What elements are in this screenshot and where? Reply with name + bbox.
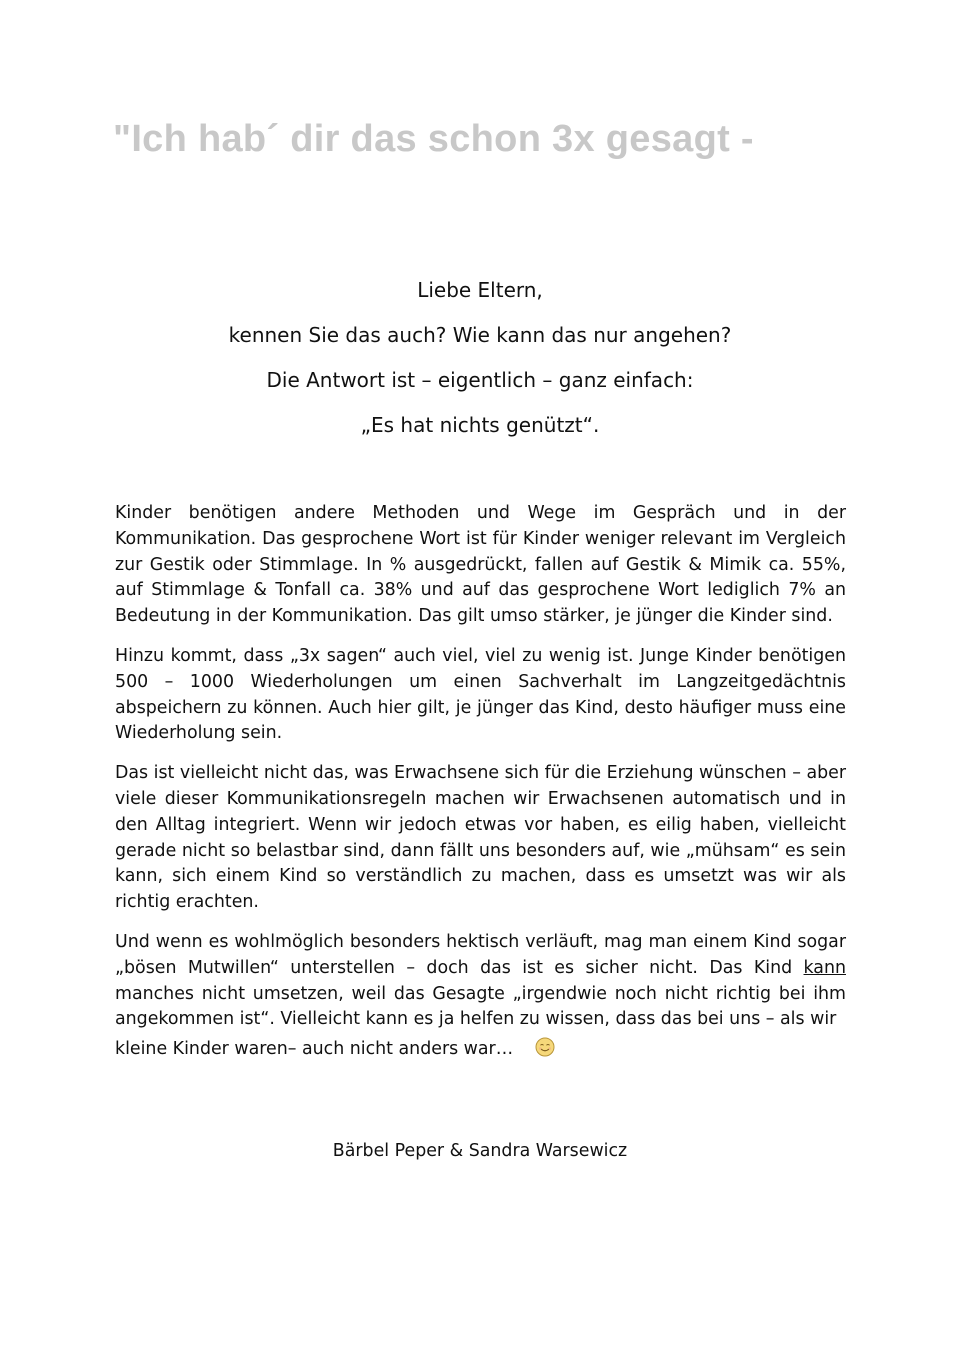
body-text [115, 501, 846, 1077]
smiling-face-icon [535, 1037, 555, 1057]
intro-answer: Die Antwort ist – eigentlich – ganz einfach: [266, 368, 694, 392]
paragraph-4-last-line [115, 1037, 846, 1063]
signature: Bärbel Peper & Sandra Warsewicz [332, 1141, 628, 1161]
paragraph-4 [115, 930, 846, 1033]
paragraph-4-last: kleine Kinder waren– auch nicht anders war… [115, 1039, 514, 1060]
underlined-word: kann [803, 957, 846, 978]
paragraph-2: Hinzu kommt, dass „3x sagen“ auch viel, viel zu wenig ist. Junge Kinder benötigen 500 – 1000 Wiederholungen um einen Sachverhalt im Langzeitgedächtnis abspeichern zu können. Auch hier gilt, je jünger das Kind, desto häufiger muss eine Wiederholung sein. [115, 645, 846, 744]
page-title: "Ich hab´ dir das schon 3x gesagt - [113, 118, 754, 160]
paragraph-4-start: Und wenn es wohlmöglich besonders hektisch verläuft, mag man einem Kind sogar „bösen Mutwillen“ unterstellen – doch das ist es sicher nicht. Das Kind [115, 931, 846, 978]
paragraph-4-end: manches nicht umsetzen, weil das Gesagte „irgendwie noch nicht richtig bei ihm angekommen ist“. Vielleicht kann es ja helfen zu wissen, dass das bei uns – als wir [115, 983, 846, 1030]
intro-question: kennen Sie das auch? Wie kann das nur angehen? [228, 323, 732, 347]
paragraph-1: Kinder benötigen andere Methoden und Wege im Gespräch und in der Kommunikation. Das gesprochene Wort ist für Kinder weniger relevant im Vergleich zur Gestik oder Stimmlage. In % ausgedrückt, fallen auf Gestik & Mimik ca. 55%, auf Stimmlage & Tonfall ca. 38% und auf das gesprochene Wort lediglich 7% an Bedeutung in der Kommunikation. Das gilt umso stärker, je jünger die Kinder sind. [115, 503, 846, 627]
paragraph-3: Das ist vielleicht nicht das, was Erwachsene sich für die Erziehung wünschen – aber viele dieser Kommunikationsregeln machen wir Erwachsenen automatisch und in den Alltag integriert. Wenn wir jedoch etwas vor haben, es eilig haben, vielleicht gerade nicht so belastbar sind, dann fällt uns besonders auf, wie „mühsam“ es sein kann, sich einem Kind so verständlich zu machen, dass es umsetzt was wir als richtig erachten. [115, 763, 846, 913]
intro-block [115, 276, 845, 456]
intro-quote: „Es hat nichts genützt“. [360, 413, 600, 437]
greeting: Liebe Eltern, [417, 278, 543, 302]
